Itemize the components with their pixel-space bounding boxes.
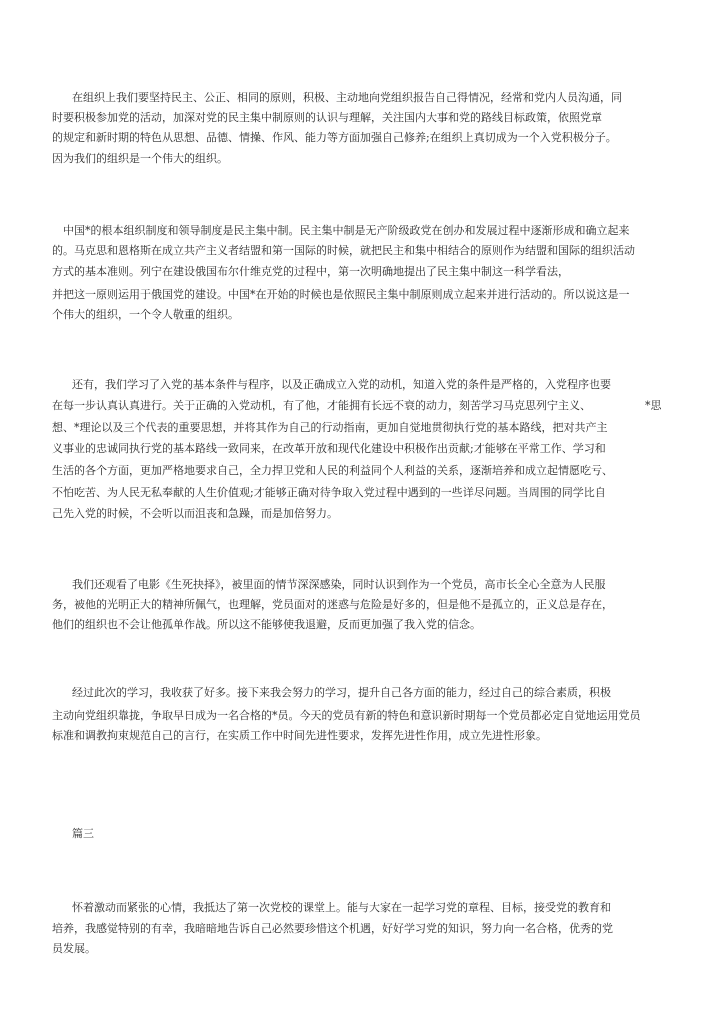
- side-note: *思: [645, 399, 662, 412]
- text-line: 中国*的根本组织制度和领导制度是民主集中制。民主集中制是无产阶级政党在创办和发展过程中逐渐形成和确立起来: [63, 224, 630, 237]
- section-title: 篇三: [72, 827, 94, 840]
- text-line: 不怕吃苦、为人民无私奉献的人生价值观;才能够正确对待争取入党过程中遇到的一些详尽问题。当周围的同学比自: [52, 486, 606, 499]
- text-line: 个伟大的组织，一个令人敬重的组织。: [52, 308, 239, 321]
- text-line: 因为我们的组织是一个伟大的组织。: [52, 152, 228, 165]
- text-line: 方式的基本准则。列宁在建设俄国布尔什维克党的过程中，第一次明确地提出了民主集中制这一科学看法，: [52, 265, 569, 278]
- text-line: 的规定和新时期的特色从思想、品德、情操、作风、能力等方面加强自己修养;在组织上真切成为一个入党积极分子。: [52, 131, 617, 144]
- text-line: 在每一步认真认真进行。关于正确的入党动机，有了他，才能拥有长远不衰的动力，刻苦学习马克思列宁主义、: [52, 399, 591, 412]
- text-line: 他们的组织也不会让他孤单作战。所以这不能够使我退避，反而更加强了我入党的信念。: [52, 618, 481, 631]
- text-line: 主动向党组织靠拢，争取早日成为一名合格的*员。今天的党员有新的特色和意识新时期每一个党员都必定自觉地运用党员: [52, 709, 641, 722]
- text-line: 务，被他的光明正大的精神所佩气，也理解，党员面对的迷惑与危险是好多的，但是他不是孤立的，正义总是存在，: [52, 598, 613, 611]
- text-line: 怀着激动而紧张的心情，我抵达了第一次党校的课堂上。能与大家在一起学习党的章程、目标，接受党的教育和: [72, 901, 611, 914]
- text-line: 的。马克思和恩格斯在成立共产主义者结盟和第一国际的时候，就把民主和集中相结合的原则作为结盟和国际的组织活动: [52, 244, 635, 257]
- text-line: 想、*理论以及三个代表的重要思想，并将其作为自己的行动指南，更加自觉地贯彻执行党的基本路线，把对共产主: [52, 421, 608, 434]
- text-line: 经过此次的学习，我收获了好多。接下来我会努力的学习，提升自己各方面的能力，经过自己的综合素质，积极: [72, 686, 611, 699]
- text-line: 己先入党的时候，不会听以而沮丧和急躁，而是加倍努力。: [52, 507, 338, 520]
- text-line: 义事业的忠诚同执行党的基本路线一致同来，在改革开放和现代化建设中积极作出贡献;才能够在平常工作、学习和: [52, 442, 606, 455]
- text-line: 生活的各个方面，更加严格地要求自己，全力捍卫党和人民的利益同个人利益的关系，逐渐培养和成立起情愿吃亏、: [52, 464, 613, 477]
- text-line: 培养，我感觉特别的有幸，我暗暗地告诉自己必然要珍惜这个机遇，好好学习党的知识，努力向一名合格，优秀的党: [52, 922, 613, 935]
- text-line: 还有，我们学习了入党的基本条件与程序，以及正确成立入党的动机，知道入党的条件是严格的，入党程序也要: [72, 378, 611, 391]
- text-line: 标准和调教拘束规范自己的言行，在实质工作中时间先进性要求，发挥先进性作用，成立先进性形象。: [52, 729, 547, 742]
- text-line: 并把这一原则运用于俄国党的建设。中国*在开始的时候也是依照民主集中制原则成立起来并进行活动的。所以说这是一: [52, 288, 630, 301]
- text-line: 我们还观看了电影《生死抉择》，被里面的情节深深感染，同时认识到作为一个党员，高市长全心全意为人民服: [72, 578, 606, 591]
- text-line: 时要积极参加党的活动，加深对党的民主集中制原则的认识与理解，关注国内大事和党的路线目标政策，依照党章: [52, 111, 602, 124]
- text-line: 在组织上我们要坚持民主、公正、相同的原则，积极、主动地向党组织报告自己得情况，经常和党内人员沟通，同: [72, 91, 622, 104]
- text-line: 员发展。: [52, 942, 96, 955]
